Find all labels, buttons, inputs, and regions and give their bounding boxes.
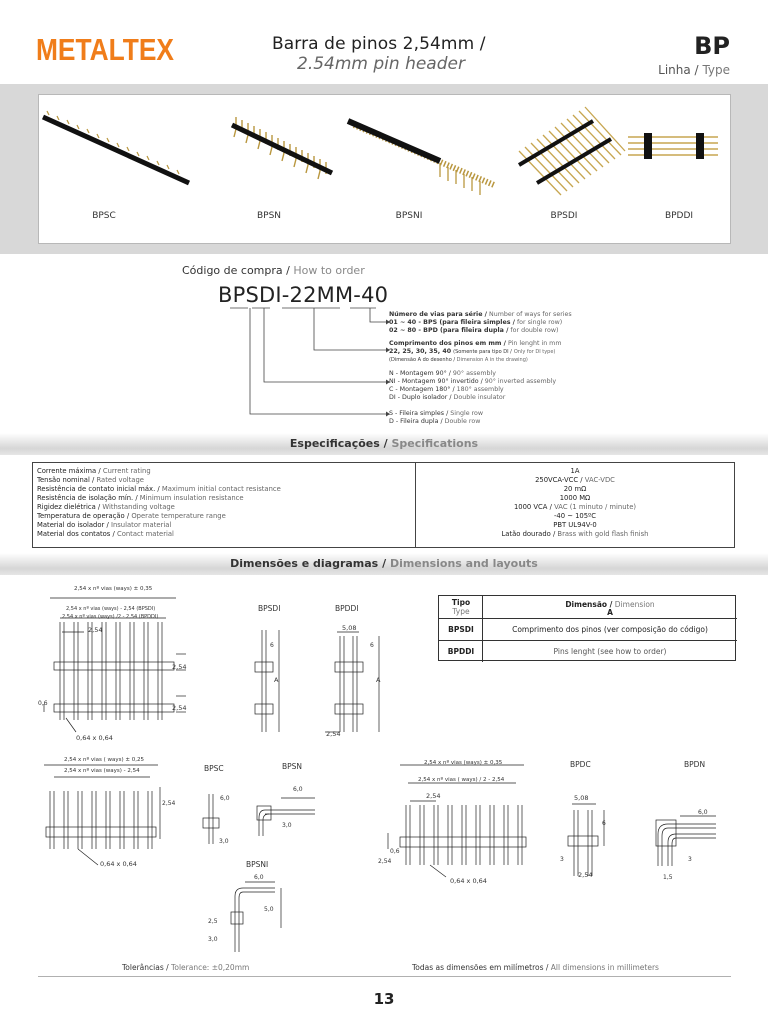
dim-6-0: 6,0 xyxy=(698,809,708,816)
dim-508: 5,08 xyxy=(342,624,357,632)
dim-pitch: 2,54 xyxy=(172,704,187,712)
product-bpsc xyxy=(39,95,169,243)
bpsni-image xyxy=(344,95,504,215)
dim-a: A xyxy=(274,676,279,684)
dim-3: 3 xyxy=(688,856,692,863)
product-label: BPSC xyxy=(92,211,116,221)
dim-total-2: 2,54 x nº vias ( ways) ± 0,25 xyxy=(64,757,144,763)
spec-name: Material do isolador / Insulator material xyxy=(37,521,172,529)
dim-pitch: 2,54 xyxy=(426,792,441,800)
metaltex-logo xyxy=(36,30,176,68)
dim-total-1: 2,54 x nº vias (ways) ± 0,35 xyxy=(74,586,153,592)
specifications-table xyxy=(32,462,735,548)
dim-06: 0,6 xyxy=(390,848,400,855)
legend-assembly: N - Montagem 90° / 90° assembly NI - Montagem 90° invertido / 90° inverted assembly C - Montagem 180° / 180° assembly DI - Duplo isolador / Double insulator xyxy=(389,370,557,401)
dim-pitch: 2,54 xyxy=(378,858,392,865)
product-label: BPSDI xyxy=(550,211,578,221)
product-bpddi xyxy=(614,95,744,243)
header-type: Type xyxy=(452,607,470,616)
drawing-bpsc-bpsn xyxy=(195,778,335,858)
bpsn-image xyxy=(204,95,344,215)
legend-pin-length: Comprimento dos pinos em mm / Pin lenght in mm 22, 25, 30, 35, 40 (Somente para tipo DI / Only for DI type) (Dimensão A do desenho / Dimension A in the drawing) xyxy=(389,340,562,363)
dim-pin-size: 0,64 x 0,64 xyxy=(100,860,137,868)
dim-pitch: 2,54 xyxy=(578,871,593,879)
spec-value: 1000 MΩ xyxy=(559,494,591,502)
dim-3-0: 3,0 xyxy=(282,822,292,829)
page-title: Barra de pinos 2,54mm / xyxy=(272,34,486,54)
spec-name: Resistência de contato inicial máx. / Maximum initial contact resistance xyxy=(37,485,281,493)
label-bpddi: BPDDI xyxy=(335,604,359,613)
dim-sub-1a: 2,54 x nº vias (ways) - 2,54 (BPSDI) xyxy=(66,606,156,612)
label-bpsdi: BPSDI xyxy=(258,604,281,613)
line-type-label: Linha / Type xyxy=(658,63,730,77)
dim-6-0: 6,0 xyxy=(254,874,264,881)
spec-name: Resistência de isolação mín. / Minimum insulation resistance xyxy=(37,494,244,502)
dim-06: 0,6 xyxy=(38,700,48,707)
table-divider xyxy=(439,618,737,619)
dim-6-0: 6,0 xyxy=(220,795,230,802)
spec-value: 1000 VCA / VAC (1 minuto / minute) xyxy=(513,503,637,511)
bpsdi-image xyxy=(499,95,629,215)
dim-6: 6 xyxy=(270,642,274,649)
product-bpsdi xyxy=(499,95,629,243)
spec-name: Material dos contatos / Contact material xyxy=(37,530,174,538)
page-subtitle: 2.54mm pin header xyxy=(297,54,465,74)
label-bpdn: BPDN xyxy=(684,760,706,769)
tolerance-note: Tolerâncias / Tolerance: ±0,20mm xyxy=(122,963,250,972)
header-dim-a: A xyxy=(607,608,613,617)
label-bpdc: BPDC xyxy=(570,760,591,769)
spec-values-column xyxy=(416,463,734,547)
specifications-header: Especificações / Specifications xyxy=(0,433,768,455)
dim-2-5: 2,5 xyxy=(208,918,218,925)
product-bpsni xyxy=(344,95,474,243)
table-divider xyxy=(439,640,737,641)
label-bpsc: BPSC xyxy=(204,764,224,773)
units-note: Todas as dimensões em milímetros / All dimensions in millimeters xyxy=(412,963,659,972)
row-type: BPSDI xyxy=(448,625,474,634)
header-dimension: Dimensão / Dimension xyxy=(565,600,655,609)
dim-a: A xyxy=(376,676,381,684)
dim-6: 6 xyxy=(370,642,374,649)
drawing-double-row-bpdc xyxy=(384,757,534,877)
dim-6: 6 xyxy=(602,820,606,827)
dim-1-5: 1,5 xyxy=(663,874,673,881)
dim-pitch: 2,54 xyxy=(162,800,176,807)
type-dimension-table xyxy=(438,595,736,661)
spec-value: 20 mΩ xyxy=(563,485,587,493)
spec-name: Tensão nominal / Rated voltage xyxy=(37,476,144,484)
footer-divider xyxy=(38,976,731,977)
spec-value: 250VCA-VCC / VAC-VDC xyxy=(535,476,615,484)
dim-pitch: 2,54 xyxy=(326,730,341,738)
legend-number-of-ways: Número de vias para série / Number of ways for series 01 ~ 40 - BPS (para fileira simples / for single row) 02 ~ 80 - BPD (para fileira dupla / for double row) xyxy=(389,311,572,334)
order-code-leader-lines xyxy=(230,306,390,431)
bpsc-image xyxy=(39,95,199,215)
label-bpsn: BPSN xyxy=(282,762,303,771)
page-number: 13 xyxy=(373,990,395,1008)
dim-sub-1b: 2,54 x nº vias (ways) /2 - 2,54 (BPDDI) xyxy=(62,614,159,620)
row-desc: Comprimento dos pinos (ver composição do código) xyxy=(512,625,708,634)
bpddi-image xyxy=(614,95,734,215)
product-photos xyxy=(38,94,731,244)
spec-name: Corrente máxima / Current rating xyxy=(37,467,151,475)
drawing-bpsni xyxy=(205,872,295,962)
legend-rows: S - Fileira simples / Single row D - Fileira dupla / Double row xyxy=(389,410,484,425)
row-type: BPDDI xyxy=(447,647,475,656)
label-bpsni: BPSNI xyxy=(246,860,269,869)
order-title: Código de compra / How to order xyxy=(182,264,365,277)
dim-3-0: 3,0 xyxy=(219,838,229,845)
product-label: BPSN xyxy=(256,211,282,221)
product-bpsn xyxy=(204,95,334,243)
drawing-bpsdi-bpddi-side xyxy=(245,620,395,740)
product-label: BPSNI xyxy=(395,211,423,221)
dimensions-header: Dimensões e diagramas / Dimensions and layouts xyxy=(0,553,768,575)
spec-names-column xyxy=(33,463,416,547)
spec-value: Latão dourado / Brass with gold flash finish xyxy=(501,530,649,538)
dim-3-0: 3,0 xyxy=(208,936,218,943)
product-label: BPDDI xyxy=(664,211,694,221)
dim-6-0: 6,0 xyxy=(293,786,303,793)
dim-total-3: 2,54 x nº vias (ways) ± 0,35 xyxy=(424,760,503,766)
dim-pitch: 2,54 xyxy=(88,626,103,634)
svg-text:METALTEX: METALTEX xyxy=(36,32,175,67)
header-tipo: Tipo xyxy=(451,598,471,607)
dim-pin-size: 0,64 x 0,64 xyxy=(450,877,487,885)
dim-508: 5,08 xyxy=(574,794,589,802)
spec-name: Rigidez dielétrica / Withstanding voltage xyxy=(37,503,175,511)
dim-pitch: 2,54 xyxy=(172,663,187,671)
dim-5-0: 5,0 xyxy=(264,906,274,913)
spec-value: -40 ~ 105ºC xyxy=(553,512,597,520)
dim-sub-3: 2,54 x nº vias ( ways) / 2 - 2,54 xyxy=(418,777,505,783)
drawing-single-row-front xyxy=(38,757,168,877)
spec-value: 1A xyxy=(570,467,580,475)
dim-sub-2: 2,54 x nº vias (ways) - 2,54 xyxy=(64,768,140,774)
spec-name: Temperatura de operação / Operate temperature range xyxy=(37,512,226,520)
product-code: BP xyxy=(694,32,730,60)
row-desc: Pins lenght (see how to order) xyxy=(553,647,667,656)
spec-value: PBT UL94V-0 xyxy=(553,521,597,529)
order-code-example: BPSDI-22MM-40 xyxy=(218,283,389,307)
dim-3: 3 xyxy=(560,856,564,863)
dim-pin-size: 0,64 x 0,64 xyxy=(76,734,113,742)
